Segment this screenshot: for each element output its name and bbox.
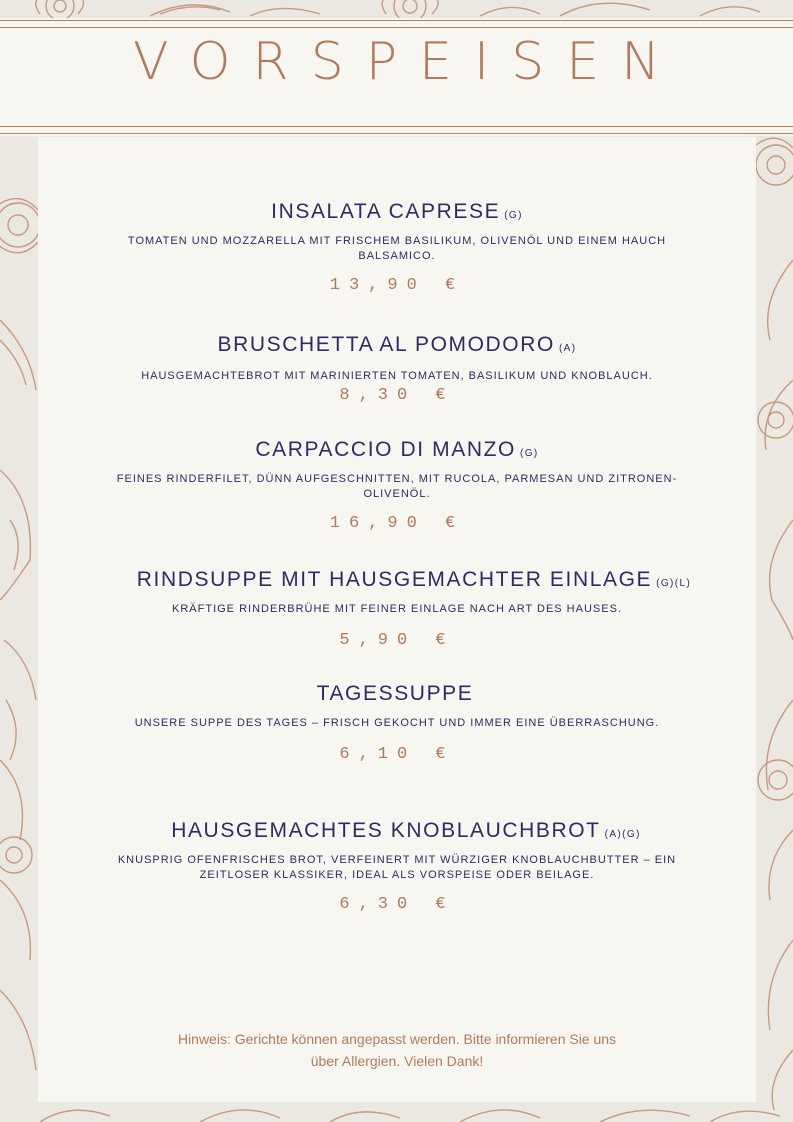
leaf-icon xyxy=(150,3,760,16)
flower-icon xyxy=(36,0,84,20)
dish-description: HAUSGEMACHTEBROT MIT MARINIERTEN TOMATEN, BASILIKUM UND KNOBLAUCH. xyxy=(141,370,653,382)
flower-icon xyxy=(756,138,793,185)
dish-price: 6,10 € xyxy=(339,745,455,764)
flower-icon xyxy=(0,199,40,253)
page-title: VORSPEISEN xyxy=(132,32,683,92)
header-bottom-rule xyxy=(0,133,793,134)
dish-description: KNUSPRIG OFENFRISCHES BROT, VERFEINERT MIT WÜRZIGER KNOBLAUCHBUTTER – EIN ZEITLOSER KLASSIKER, IDEAL ALS VORSPEISE ODER BEILAGE. xyxy=(117,854,677,881)
allergen-codes: (G)(L) xyxy=(656,578,692,589)
allergen-codes: (A) xyxy=(558,343,577,354)
menu-item xyxy=(38,333,756,405)
dish-name: CARPACCIO DI MANZO xyxy=(255,438,516,461)
menu-item xyxy=(38,568,756,650)
dish-price: 16,90 € xyxy=(329,514,465,533)
dish-name: HAUSGEMACHTES KNOBLAUCHBROT xyxy=(171,819,601,842)
allergen-codes: (G) xyxy=(519,448,539,459)
menu-item xyxy=(38,200,756,295)
allergy-note-text: Hinweis: Gerichte können angepasst werden. Bitte informieren Sie uns über Allergien. Vielen Dank! xyxy=(177,1031,617,1069)
dish-name: BRUSCHETTA AL POMODORO xyxy=(217,333,555,356)
flower-icon xyxy=(758,402,793,800)
menu-item xyxy=(38,682,756,764)
menu-item xyxy=(38,819,756,914)
flower-icon xyxy=(0,837,32,873)
allergy-note xyxy=(38,1028,756,1072)
dish-price: 8,30 € xyxy=(339,386,455,405)
header-top-rule xyxy=(0,20,793,21)
dish-name: INSALATA CAPRESE xyxy=(271,200,501,223)
menu-item xyxy=(38,438,756,533)
dish-description: TOMATEN UND MOZZARELLA MIT FRISCHEM BASILIKUM, OLIVENÖL UND EINEM HAUCH BALSAMICO. xyxy=(127,235,667,262)
dish-description: UNSERE SUPPE DES TAGES – FRISCH GEKOCHT UND IMMER EINE ÜBERRASCHUNG. xyxy=(134,717,660,729)
leaf-icon xyxy=(765,260,793,1110)
dish-name: TAGESSUPPE xyxy=(316,682,474,705)
dish-description: FEINES RINDERFILET, DÜNN AUFGESCHNITTEN, MIT RUCOLA, PARMESAN UND ZITRONEN-OLIVENÖL. xyxy=(116,473,678,500)
dish-description: KRÄFTIGE RINDERBRÜHE MIT FEINER EINLAGE NACH ART DES HAUSES. xyxy=(172,603,622,615)
leaf-icon xyxy=(0,320,36,1070)
header-bottom-rule-inner xyxy=(0,126,793,127)
dish-price: 6,30 € xyxy=(339,895,455,914)
allergen-codes: (G) xyxy=(504,210,523,221)
header-top-rule-inner xyxy=(0,27,793,28)
dish-price: 5,90 € xyxy=(339,631,455,650)
dish-name: RINDSUPPE MIT HAUSGEMACHTER EINLAGE xyxy=(136,568,653,591)
allergen-codes: (A)(G) xyxy=(604,829,641,840)
leaf-icon xyxy=(40,1110,780,1122)
dish-price: 13,90 € xyxy=(329,276,465,295)
